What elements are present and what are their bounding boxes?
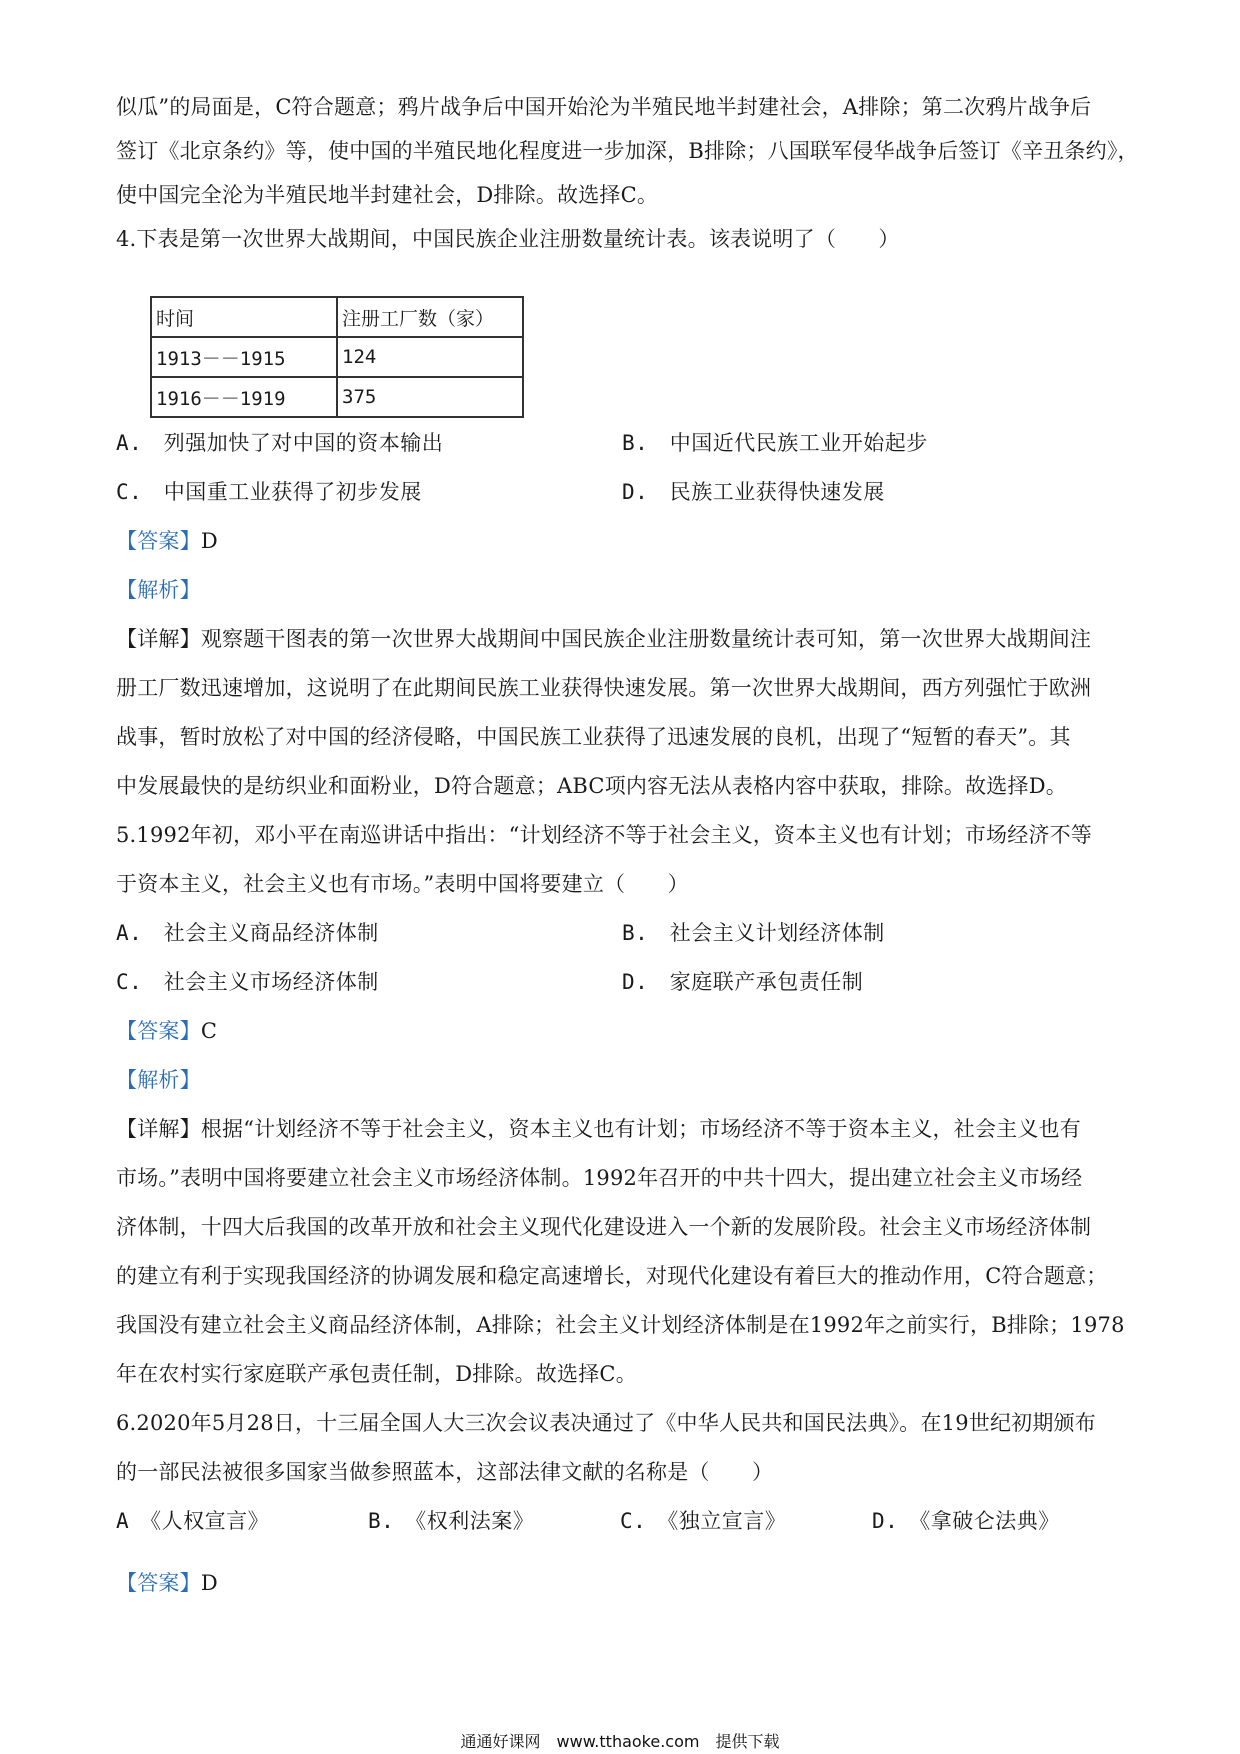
q5-option-b: B. 社会主义计划经济体制 [622, 921, 885, 945]
answer-value: D [200, 1571, 218, 1595]
q5-detail-line-6: 年在农村实行家庭联产承包责任制，D排除。故选择C。 [116, 1362, 637, 1386]
page-footer: 通通好课网 www.tthaoke.com 提供下载 [460, 1732, 780, 1751]
q6-stem-line-2: 的一部民法被很多国家当做参照蓝本，这部法律文献的名称是（ ） [116, 1460, 774, 1484]
q4-option-c: C. 中国重工业获得了初步发展 [116, 480, 422, 504]
q4-detail-line-4: 中发展最快的是纺织业和面粉业，D符合题意；ABC项内容无法从表格内容中获取，排除。故选择D。 [116, 774, 1067, 798]
q5-option-d: D. 家庭联产承包责任制 [622, 970, 864, 994]
q6-option-a: A 《人权宣言》 [116, 1509, 270, 1533]
q5-detail-line-1 [116, 1114, 1128, 1144]
q5-detail-line-2: 市场。”表明中国将要建立社会主义市场经济体制。1992年召开的中共十四大，提出建立社会主义市场经 [116, 1166, 1083, 1190]
q5-detail-line-5: 我国没有建立社会主义商品经济体制，A排除；社会主义计划经济体制是在1992年之前实行，B排除；1978 [116, 1313, 1125, 1337]
table-row [151, 337, 523, 377]
q4-detail-line-1 [116, 624, 1128, 654]
table-header-row [151, 297, 523, 337]
q6-stem-line-1: 6.2020年5月28日，十三届全国人大三次会议表决通过了《中华人民共和国民法典》。在19世纪初期颁布 [116, 1411, 1096, 1435]
table-cell: 124 [337, 337, 523, 377]
table-header-cell: 时间 [151, 297, 337, 337]
q5-answer [116, 1016, 1128, 1046]
table-cell: 1913－－1915 [151, 337, 337, 377]
table-cell: 1916－－1919 [151, 377, 337, 417]
q4-option-b: B. 中国近代民族工业开始起步 [622, 431, 928, 455]
answer-label: 【答案】 [116, 529, 201, 553]
q5-detail-line-4: 的建立有利于实现我国经济的协调发展和稳定高速增长，对现代化建设有着巨大的推动作用，C符合题意； [116, 1264, 1108, 1288]
table-header-cell: 注册工厂数（家） [337, 297, 523, 337]
q4-detail-line-2: 册工厂数迅速增加，这说明了在此期间民族工业获得快速发展。第一次世界大战期间，西方列强忙于欧洲 [116, 676, 1092, 700]
q5-option-a: A. 社会主义商品经济体制 [116, 921, 379, 945]
q4-analysis-label: 【解析】 [116, 578, 201, 602]
q6-option-d: D. 《拿破仑法典》 [872, 1509, 1060, 1533]
answer-label: 【答案】 [116, 1571, 201, 1595]
answer-value: D [200, 529, 218, 553]
q5-option-c: C. 社会主义市场经济体制 [116, 970, 379, 994]
q5-stem-line-2: 于资本主义，社会主义也有市场。”表明中国将要建立（ ） [116, 872, 689, 896]
q4-detail-line-3: 战事，暂时放松了对中国的经济侵略，中国民族工业获得了迅速发展的良机，出现了“短暂的春天”。其 [116, 725, 1071, 749]
q5-stem-line-1: 5.1992年初，邓小平在南巡讲话中指出：“计划经济不等于社会主义，资本主义也有计划；市场经济不等 [116, 823, 1093, 847]
q4-stats-table [150, 296, 524, 418]
detail-text: 观察题干图表的第一次世界大战期间中国民族企业注册数量统计表可知，第一次世界大战期间注 [200, 627, 1092, 651]
q6-answer [116, 1568, 1128, 1598]
table-cell: 375 [337, 377, 523, 417]
q6-option-c: C. 《独立宣言》 [620, 1509, 787, 1533]
detail-text: 根据“计划经济不等于社会主义，资本主义也有计划；市场经济不等于资本主义，社会主义也有 [200, 1117, 1081, 1141]
q6-option-b: B. 《权利法案》 [368, 1509, 535, 1533]
table-row [151, 377, 523, 417]
q5-analysis-label: 【解析】 [116, 1068, 201, 1092]
continuation-line-1: 似瓜”的局面是，C符合题意；鸦片战争后中国开始沦为半殖民地半封建社会，A排除；第二次鸦片战争后 [116, 95, 1092, 119]
q4-answer [116, 526, 1128, 556]
detail-label: 【详解】 [116, 627, 201, 651]
q4-stem: 4.下表是第一次世界大战期间，中国民族企业注册数量统计表。该表说明了（ ） [116, 227, 900, 251]
q4-option-a: A. 列强加快了对中国的资本输出 [116, 431, 444, 455]
answer-value: C [200, 1019, 218, 1043]
q4-option-d: D. 民族工业获得快速发展 [622, 480, 885, 504]
detail-label: 【详解】 [116, 1117, 201, 1141]
q5-detail-line-3: 济体制，十四大后我国的改革开放和社会主义现代化建设进入一个新的发展阶段。社会主义市场经济体制 [116, 1215, 1092, 1239]
continuation-line-3: 使中国完全沦为半殖民地半封建社会，D排除。故选择C。 [116, 183, 659, 207]
continuation-line-2: 签订《北京条约》等，使中国的半殖民地化程度进一步加深，B排除；八国联军侵华战争后签订《辛丑条约》， [116, 139, 1139, 163]
answer-label: 【答案】 [116, 1019, 201, 1043]
